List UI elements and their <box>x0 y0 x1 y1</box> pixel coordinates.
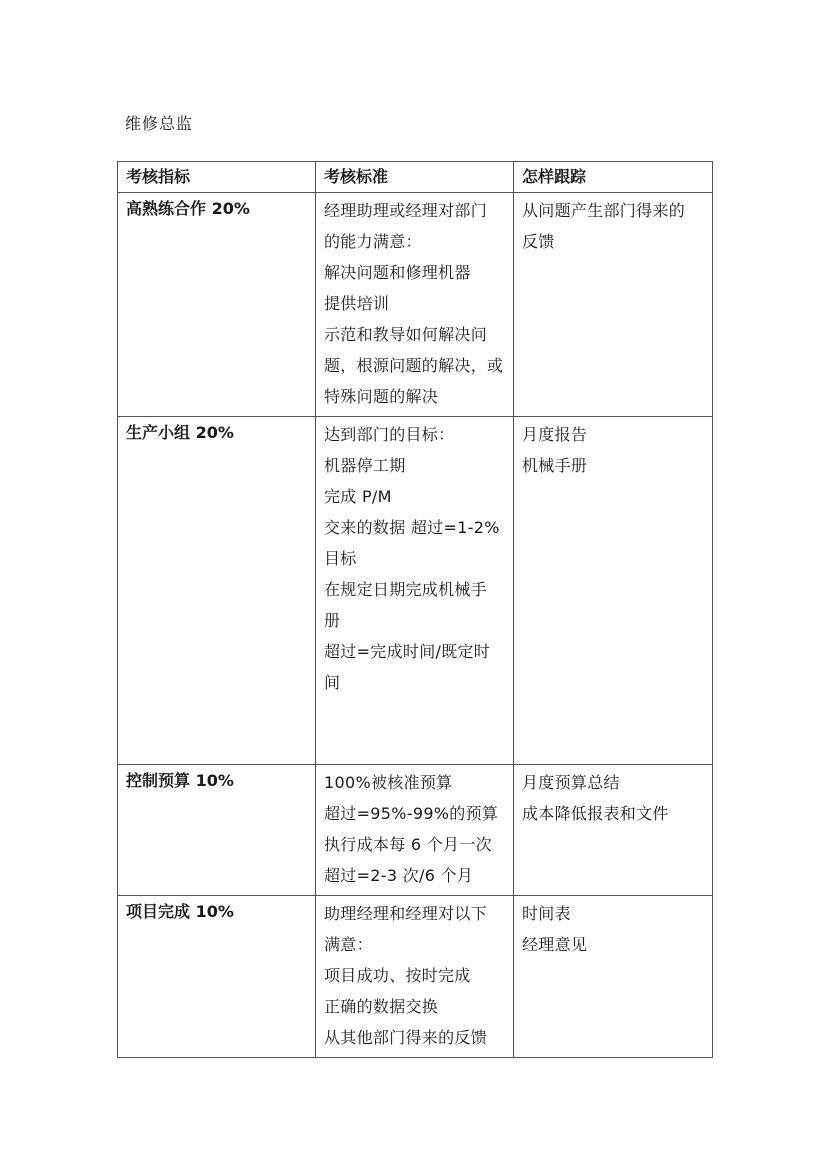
standard-line: 超过=2-3 次/6 个月 <box>324 866 474 885</box>
standard-line: 间 <box>324 673 341 692</box>
table-row <box>118 765 713 896</box>
standard-line: 助理经理和经理对以下 <box>324 904 488 923</box>
table-row <box>118 193 713 417</box>
standard-line: 交来的数据 超过=1-2% <box>324 518 500 537</box>
header-tracking: 怎样跟踪 <box>514 162 713 193</box>
standard-cell <box>316 193 514 417</box>
standard-cell <box>316 896 514 1058</box>
standard-line: 题，根源问题的解决，或 <box>324 356 504 375</box>
table-header-row <box>118 162 713 193</box>
standard-line: 执行成本每 6 个月一次 <box>324 835 492 854</box>
standard-line: 提供培训 <box>324 294 390 313</box>
table-row <box>118 896 713 1058</box>
metric-cell: 项目完成 10% <box>118 896 316 1058</box>
standard-line: 特殊问题的解决 <box>324 387 439 406</box>
tracking-cell <box>514 896 713 1058</box>
tracking-cell <box>514 417 713 765</box>
standard-line: 示范和教导如何解决问 <box>324 325 488 344</box>
standard-line: 达到部门的目标： <box>324 425 455 444</box>
standard-line: 完成 P/M <box>324 487 392 506</box>
metric-cell: 生产小组 20% <box>118 417 316 765</box>
tracking-line: 成本降低报表和文件 <box>522 804 669 823</box>
standard-cell <box>316 765 514 896</box>
standard-line: 满意： <box>324 935 373 954</box>
standard-line: 超过=完成时间/既定时 <box>324 642 491 661</box>
header-standard: 考核标准 <box>316 162 514 193</box>
standard-line: 从其他部门得来的反馈 <box>324 1028 488 1047</box>
kpi-table <box>117 161 713 1058</box>
standard-line: 项目成功、按时完成 <box>324 966 471 985</box>
tracking-line: 从问题产生部门得来的 <box>522 201 686 220</box>
standard-line: 解决问题和修理机器 <box>324 263 471 282</box>
tracking-line: 时间表 <box>522 904 571 923</box>
tracking-line: 月度报告 <box>522 425 588 444</box>
standard-line: 目标 <box>324 549 357 568</box>
metric-cell: 控制预算 10% <box>118 765 316 896</box>
standard-line: 超过=95%-99%的预算 <box>324 804 499 823</box>
standard-line: 在规定日期完成机械手 <box>324 580 488 599</box>
tracking-line: 经理意见 <box>522 935 588 954</box>
standard-line: 正确的数据交换 <box>324 997 439 1016</box>
tracking-cell <box>514 765 713 896</box>
standard-line: 经理助理或经理对部门 <box>324 201 488 220</box>
page-title: 维修总监 <box>125 114 194 133</box>
standard-line: 的能力满意： <box>324 232 422 251</box>
tracking-cell <box>514 193 713 417</box>
tracking-line: 机械手册 <box>522 456 588 475</box>
tracking-line: 月度预算总结 <box>522 773 620 792</box>
header-metric: 考核指标 <box>118 162 316 193</box>
standard-line: 机器停工期 <box>324 456 406 475</box>
standard-line: 100%被核准预算 <box>324 773 453 792</box>
metric-cell: 高熟练合作 20% <box>118 193 316 417</box>
standard-line: 册 <box>324 611 341 630</box>
tracking-line: 反馈 <box>522 232 555 251</box>
table-row <box>118 417 713 765</box>
standard-cell <box>316 417 514 765</box>
